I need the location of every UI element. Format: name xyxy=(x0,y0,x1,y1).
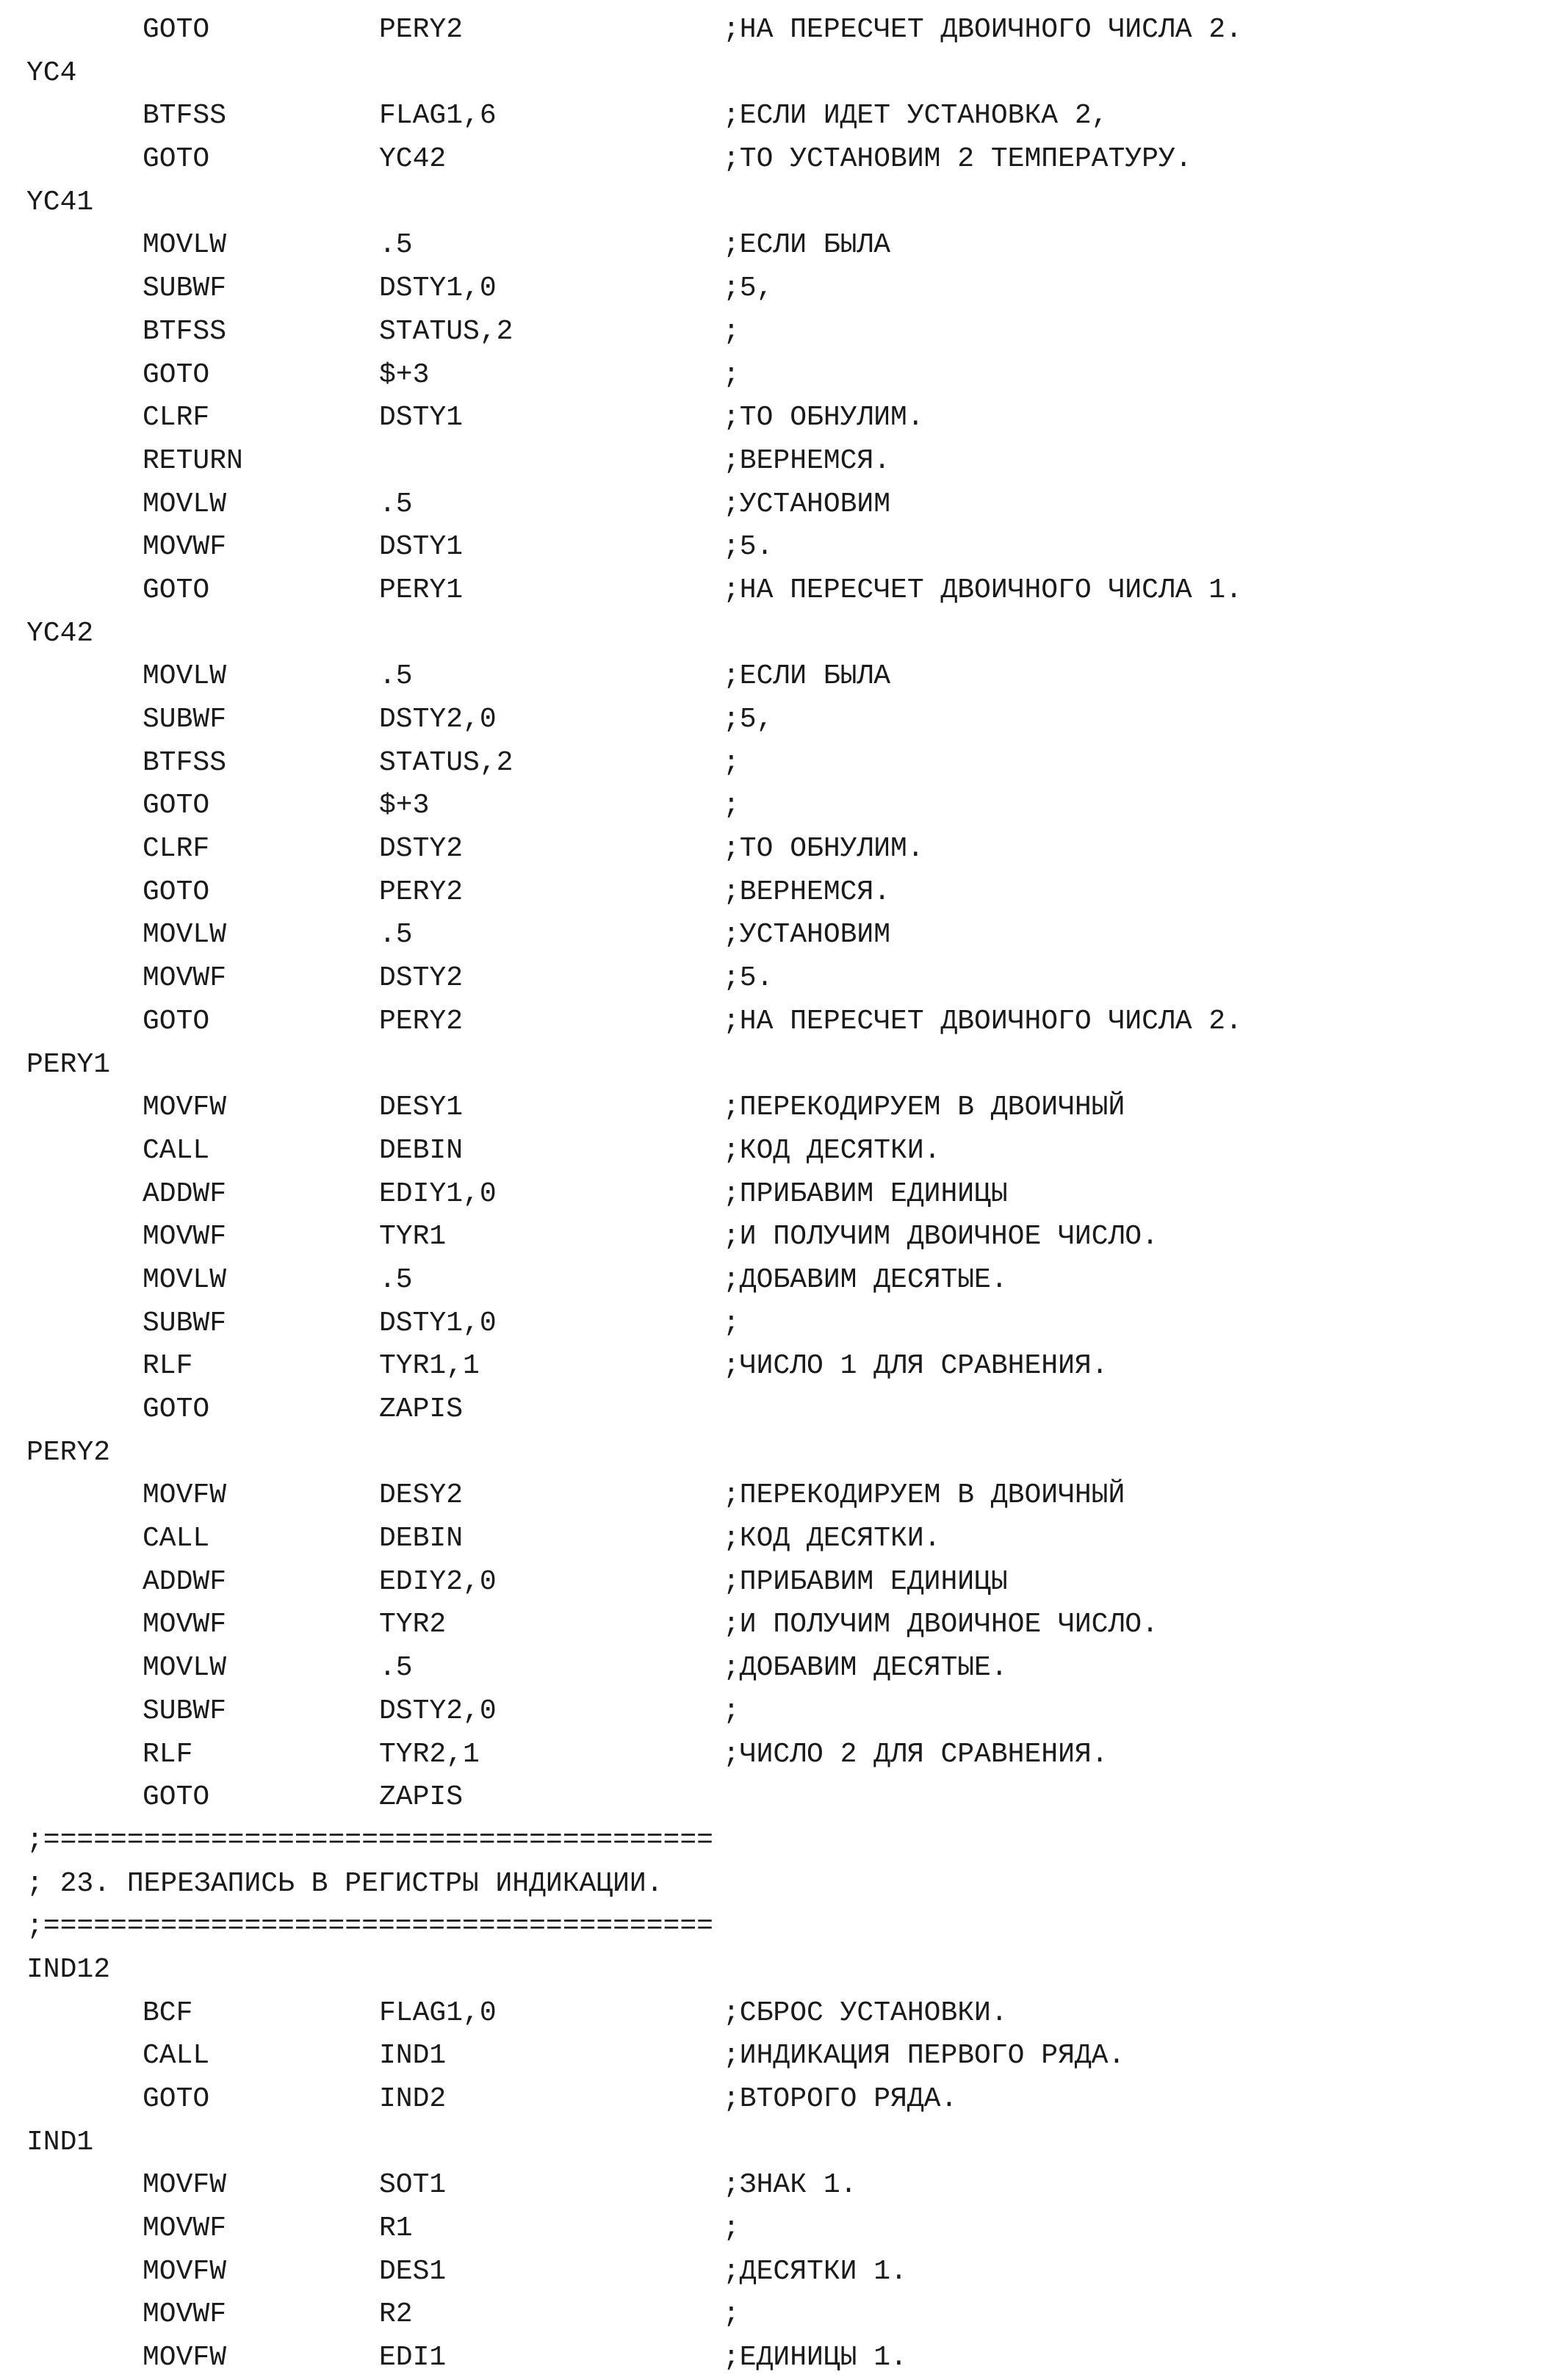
operand: DSTY1 xyxy=(379,402,464,434)
code-line xyxy=(26,1259,1525,1302)
code-line xyxy=(26,440,1525,483)
section-line xyxy=(26,1863,1525,1906)
code-line xyxy=(26,1776,1525,1820)
opcode: MOVFW xyxy=(143,1092,227,1124)
comment: ; xyxy=(723,1695,740,1727)
operand: DESY1 xyxy=(379,1092,464,1124)
code-line xyxy=(26,2207,1525,2251)
comment: ;ВТОРОГО РЯДА. xyxy=(723,2083,958,2115)
label-line xyxy=(26,52,1525,95)
code-line xyxy=(26,1474,1525,1518)
operand: DSTY1 xyxy=(379,531,464,563)
comment: ;ЧИСЛО 2 ДЛЯ СРАВНЕНИЯ. xyxy=(723,1738,1109,1770)
comment: ;КОД ДЕСЯТКИ. xyxy=(723,1134,941,1166)
code-line xyxy=(26,224,1525,267)
opcode: MOVWF xyxy=(143,1221,227,1253)
comment: ;КОД ДЕСЯТКИ. xyxy=(723,1523,941,1555)
opcode: GOTO xyxy=(143,1005,210,1037)
code-line xyxy=(26,1690,1525,1734)
label-line xyxy=(26,613,1525,656)
operand: TYR1,1 xyxy=(379,1350,480,1382)
operand: .5 xyxy=(379,229,413,262)
code-line xyxy=(26,267,1525,311)
comment: ;ЕСЛИ БЫЛА xyxy=(723,229,891,262)
code-line xyxy=(26,354,1525,397)
opcode: CALL xyxy=(143,1523,210,1555)
opcode: CALL xyxy=(143,1134,210,1166)
opcode: GOTO xyxy=(143,14,210,46)
opcode: CALL xyxy=(143,2040,210,2072)
comment: ;ДЕСЯТКИ 1. xyxy=(723,2255,907,2287)
label-line xyxy=(26,1432,1525,1475)
operand: R2 xyxy=(379,2298,413,2331)
comment: ;НА ПЕРЕСЧЕТ ДВОИЧНОГО ЧИСЛА 2. xyxy=(723,14,1242,46)
code-label: PERY2 xyxy=(26,1436,111,1468)
opcode: MOVFW xyxy=(143,2169,227,2202)
code-line xyxy=(26,1130,1525,1173)
code-line xyxy=(26,2251,1525,2294)
code-line xyxy=(26,1388,1525,1432)
opcode: GOTO xyxy=(143,1393,210,1425)
opcode: GOTO xyxy=(143,790,210,822)
comment: ;5. xyxy=(723,962,774,995)
code-line xyxy=(26,311,1525,354)
operand: ZAPIS xyxy=(379,1781,464,1814)
comment: ;ВЕРНЕМСЯ. xyxy=(723,876,891,908)
code-label: YC42 xyxy=(26,617,94,649)
code-label: YC4 xyxy=(26,57,77,89)
label-line xyxy=(26,2121,1525,2165)
comment: ;ТО УСТАНОВИМ 2 ТЕМПЕРАТУРУ. xyxy=(723,143,1192,176)
code-label: YC41 xyxy=(26,186,94,218)
code-line xyxy=(26,1345,1525,1388)
operand: R1 xyxy=(379,2213,413,2245)
opcode: ADDWF xyxy=(143,1565,227,1598)
opcode: MOVWF xyxy=(143,531,227,563)
code-line xyxy=(26,526,1525,569)
section-line xyxy=(26,1905,1525,1949)
comment: ;5. xyxy=(723,531,774,563)
opcode: GOTO xyxy=(143,876,210,908)
comment: ;УСТАНОВИМ xyxy=(723,919,891,951)
operand: DSTY2,0 xyxy=(379,704,497,735)
operand: STATUS,2 xyxy=(379,746,514,779)
operand: ZAPIS xyxy=(379,1393,464,1425)
operand: DSTY2 xyxy=(379,962,464,995)
opcode: MOVFW xyxy=(143,2255,227,2287)
operand: TYR2 xyxy=(379,1609,447,1641)
opcode: SUBWF xyxy=(143,1695,227,1727)
comment: ;НА ПЕРЕСЧЕТ ДВОИЧНОГО ЧИСЛА 1. xyxy=(723,574,1242,606)
comment: ; xyxy=(723,790,740,822)
operand: EDIY1,0 xyxy=(379,1178,497,1210)
opcode: MOVLW xyxy=(143,660,227,693)
operand: IND2 xyxy=(379,2083,447,2115)
code-line xyxy=(26,2164,1525,2207)
comment: ;СБРОС УСТАНОВКИ. xyxy=(723,1997,1008,2029)
opcode: MOVWF xyxy=(143,2213,227,2245)
code-label: IND1 xyxy=(26,2126,94,2158)
comment: ;ТО ОБНУЛИМ. xyxy=(723,833,924,865)
comment: ;ВЕРНЕМСЯ. xyxy=(723,444,891,477)
opcode: GOTO xyxy=(143,1781,210,1814)
operand: .5 xyxy=(379,1652,413,1684)
operand: IND1 xyxy=(379,2040,447,2072)
code-label: PERY1 xyxy=(26,1048,111,1081)
operand: PERY2 xyxy=(379,14,464,46)
comment: ;ПЕРЕКОДИРУЕМ В ДВОИЧНЫЙ xyxy=(723,1092,1125,1124)
comment: ;ЕСЛИ ИДЕТ УСТАНОВКА 2, xyxy=(723,100,1109,132)
code-line xyxy=(26,2035,1525,2078)
opcode: GOTO xyxy=(143,2083,210,2115)
label-line xyxy=(26,1044,1525,1087)
comment: ;ДОБАВИМ ДЕСЯТЫЕ. xyxy=(723,1652,1008,1684)
code-line xyxy=(26,914,1525,957)
opcode: MOVFW xyxy=(143,2342,227,2374)
opcode: RETURN xyxy=(143,444,243,477)
comment: ;ЕДИНИЦЫ 1. xyxy=(723,2342,907,2374)
comment: ;НА ПЕРЕСЧЕТ ДВОИЧНОГО ЧИСЛА 2. xyxy=(723,1005,1242,1037)
code-line xyxy=(26,1000,1525,1044)
opcode: GOTO xyxy=(143,574,210,606)
operand: .5 xyxy=(379,1263,413,1296)
comment: ;ЧИСЛО 1 ДЛЯ СРАВНЕНИЯ. xyxy=(723,1350,1109,1382)
operand: EDI1 xyxy=(379,2342,447,2374)
code-line xyxy=(26,2337,1525,2380)
opcode: MOVLW xyxy=(143,1263,227,1296)
comment: ;5, xyxy=(723,273,774,305)
code-line xyxy=(26,95,1525,138)
operand: .5 xyxy=(379,919,413,951)
opcode: BTFSS xyxy=(143,315,227,347)
code-line xyxy=(26,1734,1525,1777)
operand: DEBIN xyxy=(379,1134,464,1166)
code-line xyxy=(26,1173,1525,1216)
comment: ;И ПОЛУЧИМ ДВОИЧНОЕ ЧИСЛО. xyxy=(723,1221,1159,1253)
opcode: BCF xyxy=(143,1997,193,2029)
operand: YC42 xyxy=(379,143,447,176)
label-line xyxy=(26,181,1525,225)
opcode: SUBWF xyxy=(143,704,227,735)
opcode: MOVWF xyxy=(143,1609,227,1641)
code-line xyxy=(26,397,1525,440)
opcode: SUBWF xyxy=(143,273,227,305)
opcode: MOVFW xyxy=(143,1479,227,1512)
opcode: BTFSS xyxy=(143,100,227,132)
operand: TYR1 xyxy=(379,1221,447,1253)
comment: ; xyxy=(723,1307,740,1339)
comment: ;ЗНАК 1. xyxy=(723,2169,857,2202)
operand: .5 xyxy=(379,488,413,520)
comment: ;ТО ОБНУЛИМ. xyxy=(723,402,924,434)
operand: $+3 xyxy=(379,358,430,391)
operand: DSTY2,0 xyxy=(379,1695,497,1727)
code-line xyxy=(26,569,1525,613)
opcode: RLF xyxy=(143,1350,193,1382)
comment: ; xyxy=(723,2298,740,2331)
code-line xyxy=(26,2078,1525,2121)
code-line xyxy=(26,1216,1525,1259)
opcode: CLRF xyxy=(143,402,210,434)
opcode: GOTO xyxy=(143,358,210,391)
comment: ;ПРИБАВИМ ЕДИНИЦЫ xyxy=(723,1565,1008,1598)
comment: ; xyxy=(723,2213,740,2245)
section-text: ;======================================== xyxy=(26,1824,713,1856)
assembly-listing xyxy=(26,9,1525,2380)
operand: SOT1 xyxy=(379,2169,447,2202)
operand: DES1 xyxy=(379,2255,447,2287)
code-line xyxy=(26,828,1525,871)
opcode: RLF xyxy=(143,1738,193,1770)
comment: ;ДОБАВИМ ДЕСЯТЫЕ. xyxy=(723,1263,1008,1296)
comment: ; xyxy=(723,746,740,779)
operand: FLAG1,0 xyxy=(379,1997,497,2029)
code-line xyxy=(26,1647,1525,1690)
code-line xyxy=(26,2293,1525,2337)
opcode: MOVLW xyxy=(143,229,227,262)
comment: ;ПЕРЕКОДИРУЕМ В ДВОИЧНЫЙ xyxy=(723,1479,1125,1512)
opcode: BTFSS xyxy=(143,746,227,779)
comment: ;ЕСЛИ БЫЛА xyxy=(723,660,891,693)
operand: DSTY1,0 xyxy=(379,1307,497,1339)
comment: ; xyxy=(723,358,740,391)
comment: ;5, xyxy=(723,704,774,735)
comment: ;ИНДИКАЦИЯ ПЕРВОГО РЯДА. xyxy=(723,2040,1125,2072)
section-text: ;======================================== xyxy=(26,1911,713,1943)
code-line xyxy=(26,785,1525,828)
comment: ; xyxy=(723,315,740,347)
code-line xyxy=(26,1518,1525,1561)
opcode: ADDWF xyxy=(143,1178,227,1210)
opcode: SUBWF xyxy=(143,1307,227,1339)
code-line xyxy=(26,1086,1525,1130)
code-line xyxy=(26,957,1525,1000)
code-line xyxy=(26,1561,1525,1604)
operand: DSTY2 xyxy=(379,833,464,865)
code-line xyxy=(26,483,1525,527)
operand: DSTY1,0 xyxy=(379,273,497,305)
operand: FLAG1,6 xyxy=(379,100,497,132)
code-line xyxy=(26,1992,1525,2035)
opcode: MOVWF xyxy=(143,2298,227,2331)
comment: ;ПРИБАВИМ ЕДИНИЦЫ xyxy=(723,1178,1008,1210)
operand: PERY2 xyxy=(379,876,464,908)
opcode: MOVLW xyxy=(143,1652,227,1684)
code-line xyxy=(26,871,1525,915)
opcode: CLRF xyxy=(143,833,210,865)
opcode: MOVWF xyxy=(143,962,227,995)
code-line xyxy=(26,138,1525,181)
comment: ;И ПОЛУЧИМ ДВОИЧНОЕ ЧИСЛО. xyxy=(723,1609,1159,1641)
operand: .5 xyxy=(379,660,413,693)
opcode: MOVLW xyxy=(143,919,227,951)
code-line xyxy=(26,742,1525,785)
comment: ;УСТАНОВИМ xyxy=(723,488,891,520)
operand: $+3 xyxy=(379,790,430,822)
operand: PERY2 xyxy=(379,1005,464,1037)
operand: EDIY2,0 xyxy=(379,1565,497,1598)
operand: TYR2,1 xyxy=(379,1738,480,1770)
operand: PERY1 xyxy=(379,574,464,606)
code-line xyxy=(26,9,1525,52)
section-line xyxy=(26,1820,1525,1863)
code-line xyxy=(26,1302,1525,1346)
operand: DEBIN xyxy=(379,1523,464,1555)
code-line xyxy=(26,655,1525,699)
opcode: MOVLW xyxy=(143,488,227,520)
opcode: GOTO xyxy=(143,143,210,176)
label-line xyxy=(26,1949,1525,1992)
section-text: ; 23. ПЕРЕЗАПИСЬ В РЕГИСТРЫ ИНДИКАЦИИ. xyxy=(26,1867,663,1900)
operand: STATUS,2 xyxy=(379,315,514,347)
code-line xyxy=(26,1604,1525,1647)
operand: DESY2 xyxy=(379,1479,464,1512)
code-line xyxy=(26,699,1525,742)
code-label: IND12 xyxy=(26,1953,111,1986)
